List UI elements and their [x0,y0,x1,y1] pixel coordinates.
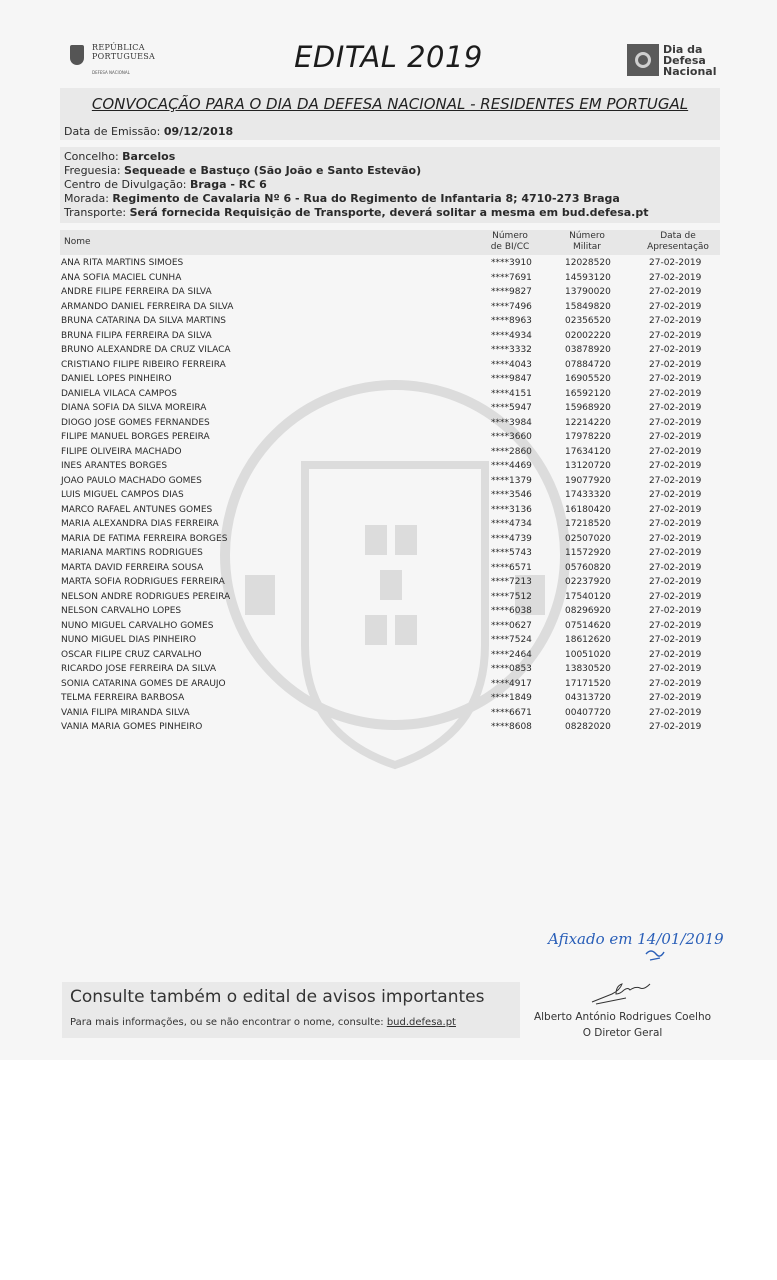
row-bi-number: ****8963 [491,316,532,326]
row-presentation-date: 27-02-2019 [649,693,702,703]
row-bi-number: ****3660 [491,432,532,442]
row-name: MARTA SOFIA RODRIGUES FERREIRA [61,577,225,587]
row-military-number: 02002220 [565,330,611,341]
row-presentation-date: 27-02-2019 [649,301,702,312]
row-military-number: 16180420 [565,504,611,515]
row-military-number: 03878920 [565,345,611,355]
row-military-number: 12214220 [565,417,611,428]
field-label: Freguesia: [64,164,121,177]
table-row [60,418,720,432]
row-bi-number: ****8608 [491,722,532,732]
table-row [60,650,720,664]
row-bi-number: ****0853 [491,664,532,674]
row-presentation-date: 27-02-2019 [649,417,702,428]
row-name: NUNO MIGUEL CARVALHO GOMES [61,620,214,631]
table-row [60,432,720,446]
table-row [60,331,720,345]
table-row [60,693,720,707]
row-bi-number: ****4043 [491,359,532,370]
row-military-number: 00407720 [565,707,611,718]
director-block [530,1009,715,1041]
freguesia-line [64,164,421,177]
row-presentation-date: 27-02-2019 [649,475,702,486]
row-bi-number: ****2464 [491,649,532,660]
field-value: Será fornecida Requisição de Transporte, deverá solitar a mesma em bud.defesa.pt [129,206,649,219]
row-presentation-date: 27-02-2019 [649,388,702,399]
row-military-number: 11572920 [565,548,611,558]
logo-text-line: PORTUGUESA [92,52,156,61]
table-row [60,302,720,316]
row-name: BRUNA FILIPA FERREIRA DA SILVA [61,330,212,341]
row-bi-number: ****9827 [491,287,532,297]
row-name: FILIPE OLIVEIRA MACHADO [61,446,182,457]
concelho-line [64,150,175,163]
table-row [60,722,720,736]
row-military-number: 19077920 [565,475,611,486]
row-bi-number: ****4734 [491,519,532,529]
row-name: JOAO PAULO MACHADO GOMES [61,475,202,486]
row-presentation-date: 27-02-2019 [649,432,702,442]
logo-text-line: Defesa [663,54,706,67]
table-row [60,374,720,388]
director-title: O Diretor Geral [582,1027,663,1039]
table-row [60,476,720,490]
row-name: BRUNO ALEXANDRE DA CRUZ VILACA [61,345,231,355]
row-military-number: 02237920 [565,577,611,587]
row-bi-number: ****7524 [491,635,532,645]
row-presentation-date: 27-02-2019 [649,606,702,616]
header-line: de BI/CC [490,242,530,252]
row-presentation-date: 27-02-2019 [649,504,702,515]
row-military-number: 18612620 [565,635,611,645]
logo-subtext: DEFESA NACIONAL [92,70,130,75]
header-line: Militar [572,242,601,252]
row-name: DIOGO JOSE GOMES FERNANDES [61,417,210,428]
table-row [60,389,720,403]
row-presentation-date: 27-02-2019 [649,490,702,500]
table-header [60,230,720,255]
column-header-militar [557,231,617,253]
footer-headline: Consulte também o edital de avisos importantes [70,987,485,1007]
row-military-number: 04313720 [565,693,611,703]
row-presentation-date: 27-02-2019 [649,678,702,689]
ddn-emblem-icon [627,44,659,76]
row-presentation-date: 27-02-2019 [649,272,702,283]
field-value: Sequeade e Bastuço (São João e Santo Estevão) [124,164,422,177]
row-name: ANA RITA MARTINS SIMOES [61,258,184,268]
row-bi-number: ****6038 [491,606,532,616]
row-bi-number: ****4739 [491,533,532,544]
row-presentation-date: 27-02-2019 [649,461,702,471]
row-presentation-date: 27-02-2019 [649,635,702,645]
row-bi-number: ****5743 [491,548,532,558]
table-row [60,273,720,287]
row-name: ANDRE FILIPE FERREIRA DA SILVA [61,287,212,297]
issue-date [64,125,233,138]
row-presentation-date: 27-02-2019 [649,316,702,326]
row-military-number: 13790020 [565,287,611,297]
row-bi-number: ****2860 [491,446,532,457]
director-name: Alberto António Rodrigues Coelho [533,1011,712,1023]
row-presentation-date: 27-02-2019 [649,591,702,602]
row-bi-number: ****3546 [491,490,532,500]
row-presentation-date: 27-02-2019 [649,519,702,529]
row-name: DANIELA VILACA CAMPOS [61,388,178,399]
row-military-number: 05760820 [565,562,611,573]
row-military-number: 08296920 [565,606,611,616]
table-row [60,679,720,693]
row-bi-number: ****1849 [491,693,532,703]
logo-text-line: Dia da [663,43,703,56]
row-name: MARIA ALEXANDRA DIAS FERREIRA [61,519,219,529]
row-bi-number: ****1379 [491,475,532,486]
table-row [60,534,720,548]
row-bi-number: ****3910 [491,258,532,268]
transporte-line [64,206,648,219]
row-presentation-date: 27-02-2019 [649,548,702,558]
table-row [60,635,720,649]
field-label: Centro de Divulgação: [64,178,187,191]
centro-line [64,178,267,191]
row-presentation-date: 27-02-2019 [649,620,702,631]
row-presentation-date: 27-02-2019 [649,722,702,732]
header-line: Número [569,231,605,241]
page-title: EDITAL 2019 [294,40,483,74]
row-name: FILIPE MANUEL BORGES PEREIRA [61,432,210,442]
row-presentation-date: 27-02-2019 [649,374,702,384]
row-bi-number: ****4917 [491,678,532,689]
row-name: NELSON ANDRE RODRIGUES PEREIRA [61,591,231,602]
row-military-number: 16905520 [565,374,611,384]
row-presentation-date: 27-02-2019 [649,330,702,341]
field-label: Transporte: [64,206,127,219]
row-name: NELSON CARVALHO LOPES [61,606,182,616]
header-line: Data de [660,231,696,241]
handwritten-date: Afixado em 14/01/2019 [548,930,724,948]
row-presentation-date: 27-02-2019 [649,664,702,674]
row-military-number: 07884720 [565,359,611,370]
row-bi-number: ****7213 [491,577,532,587]
logo-text-line: Nacional [663,65,717,78]
row-name: NUNO MIGUEL DIAS PINHEIRO [61,635,197,645]
row-name: SONIA CATARINA GOMES DE ARAUJO [61,678,226,689]
issue-date-value: 09/12/2018 [163,125,234,138]
row-presentation-date: 27-02-2019 [649,446,702,457]
row-name: INES ARANTES BORGES [61,461,168,471]
footer-more-info [70,1017,456,1028]
row-military-number: 17433320 [565,490,611,500]
table-row [60,606,720,620]
row-bi-number: ****7691 [491,272,532,283]
row-military-number: 13830520 [565,664,611,674]
row-military-number: 14593120 [565,272,611,283]
table-row [60,563,720,577]
row-presentation-date: 27-02-2019 [649,649,702,660]
row-military-number: 15849820 [565,301,611,312]
table-row [60,316,720,330]
row-bi-number: ****0627 [491,620,532,631]
table-row [60,548,720,562]
row-presentation-date: 27-02-2019 [649,403,702,413]
row-military-number: 02507020 [565,533,611,544]
row-bi-number: ****4934 [491,330,532,341]
table-row [60,258,720,272]
column-header-bi [480,231,540,253]
row-military-number: 02356520 [565,316,611,326]
table-row [60,403,720,417]
row-name: MARIA DE FATIMA FERREIRA BORGES [61,533,228,544]
row-military-number: 17171520 [565,678,611,689]
row-bi-number: ****4151 [491,388,532,399]
row-name: RICARDO JOSE FERREIRA DA SILVA [61,664,217,674]
row-presentation-date: 27-02-2019 [649,707,702,718]
field-label: Morada: [64,192,109,205]
table-row [60,505,720,519]
row-military-number: 08282020 [565,722,611,732]
row-presentation-date: 27-02-2019 [649,345,702,355]
table-row [60,592,720,606]
table-row [60,345,720,359]
row-presentation-date: 27-02-2019 [649,287,702,297]
table-row [60,708,720,722]
row-military-number: 13120720 [565,461,611,471]
field-value: Regimento de Cavalaria Nº 6 - Rua do Regimento de Infantaria 8; 4710-273 Braga [112,192,620,205]
row-military-number: 15968920 [565,403,611,413]
row-name: ANA SOFIA MACIEL CUNHA [61,272,182,283]
header-line: Número [492,231,528,241]
row-name: DIANA SOFIA DA SILVA MOREIRA [61,403,207,413]
footer-notice [62,982,520,1038]
table-row [60,461,720,475]
table-row [60,664,720,678]
footer-more-info-text: Para mais informações, ou se não encontrar o nome, consulte: [70,1017,384,1028]
row-military-number: 17540120 [565,591,611,602]
row-military-number: 16592120 [565,388,611,399]
row-bi-number: ****7496 [491,301,532,312]
row-name: TELMA FERREIRA BARBOSA [61,693,185,703]
row-military-number: 10051020 [565,649,611,660]
row-presentation-date: 27-02-2019 [649,577,702,587]
row-name: VANIA MARIA GOMES PINHEIRO [61,722,203,732]
table-row [60,519,720,533]
row-presentation-date: 27-02-2019 [649,359,702,370]
table-row [60,621,720,635]
row-name: BRUNA CATARINA DA SILVA MARTINS [61,316,227,326]
row-name: MARIANA MARTINS RODRIGUES [61,548,203,558]
bud-defesa-link[interactable]: bud.defesa.pt [386,1017,456,1028]
logo-text-line: REPÚBLICA [92,43,145,52]
table-row [60,360,720,374]
header-line: Apresentação [647,242,709,252]
row-bi-number: ****4469 [491,461,532,471]
row-bi-number: ****3136 [491,504,532,515]
column-header-data [636,231,720,253]
convocation-subtitle: CONVOCAÇÃO PARA O DIA DA DEFESA NACIONAL - RESIDENTES EM PORTUGAL [91,95,689,113]
title-band [60,88,720,140]
row-bi-number: ****5947 [491,403,532,413]
row-presentation-date: 27-02-2019 [649,258,702,268]
table-row [60,577,720,591]
row-name: CRISTIANO FILIPE RIBEIRO FERREIRA [61,359,226,370]
row-bi-number: ****3984 [491,417,532,428]
row-name: OSCAR FILIPE CRUZ CARVALHO [61,649,202,660]
column-header-nome: Nome [64,237,91,247]
row-military-number: 07514620 [565,620,611,631]
location-info-band [60,147,720,223]
row-name: ARMANDO DANIEL FERREIRA DA SILVA [61,301,234,312]
row-military-number: 12028520 [565,258,611,268]
table-row [60,287,720,301]
row-presentation-date: 27-02-2019 [649,562,702,573]
row-bi-number: ****6571 [491,562,532,573]
field-label: Concelho: [64,150,119,163]
row-name: MARCO RAFAEL ANTUNES GOMES [61,504,213,515]
row-bi-number: ****3332 [491,345,532,355]
issue-date-label: Data de Emissão: [64,125,161,138]
row-bi-number: ****6671 [491,707,532,718]
table-row [60,447,720,461]
row-bi-number: ****9847 [491,374,532,384]
field-value: Braga - RC 6 [190,178,267,191]
morada-line [64,192,620,205]
row-presentation-date: 27-02-2019 [649,533,702,544]
field-value: Barcelos [122,150,176,163]
row-military-number: 17218520 [565,519,611,529]
row-name: MARTA DAVID FERREIRA SOUSA [61,562,204,573]
handwritten-posted-note [546,922,731,976]
director-signature [588,978,668,1012]
table-row [60,490,720,504]
row-name: DANIEL LOPES PINHEIRO [61,374,172,384]
row-military-number: 17634120 [565,446,611,457]
row-bi-number: ****7512 [491,591,532,602]
row-military-number: 17978220 [565,432,611,442]
row-name: LUIS MIGUEL CAMPOS DIAS [61,490,184,500]
row-name: VANIA FILIPA MIRANDA SILVA [61,707,190,718]
